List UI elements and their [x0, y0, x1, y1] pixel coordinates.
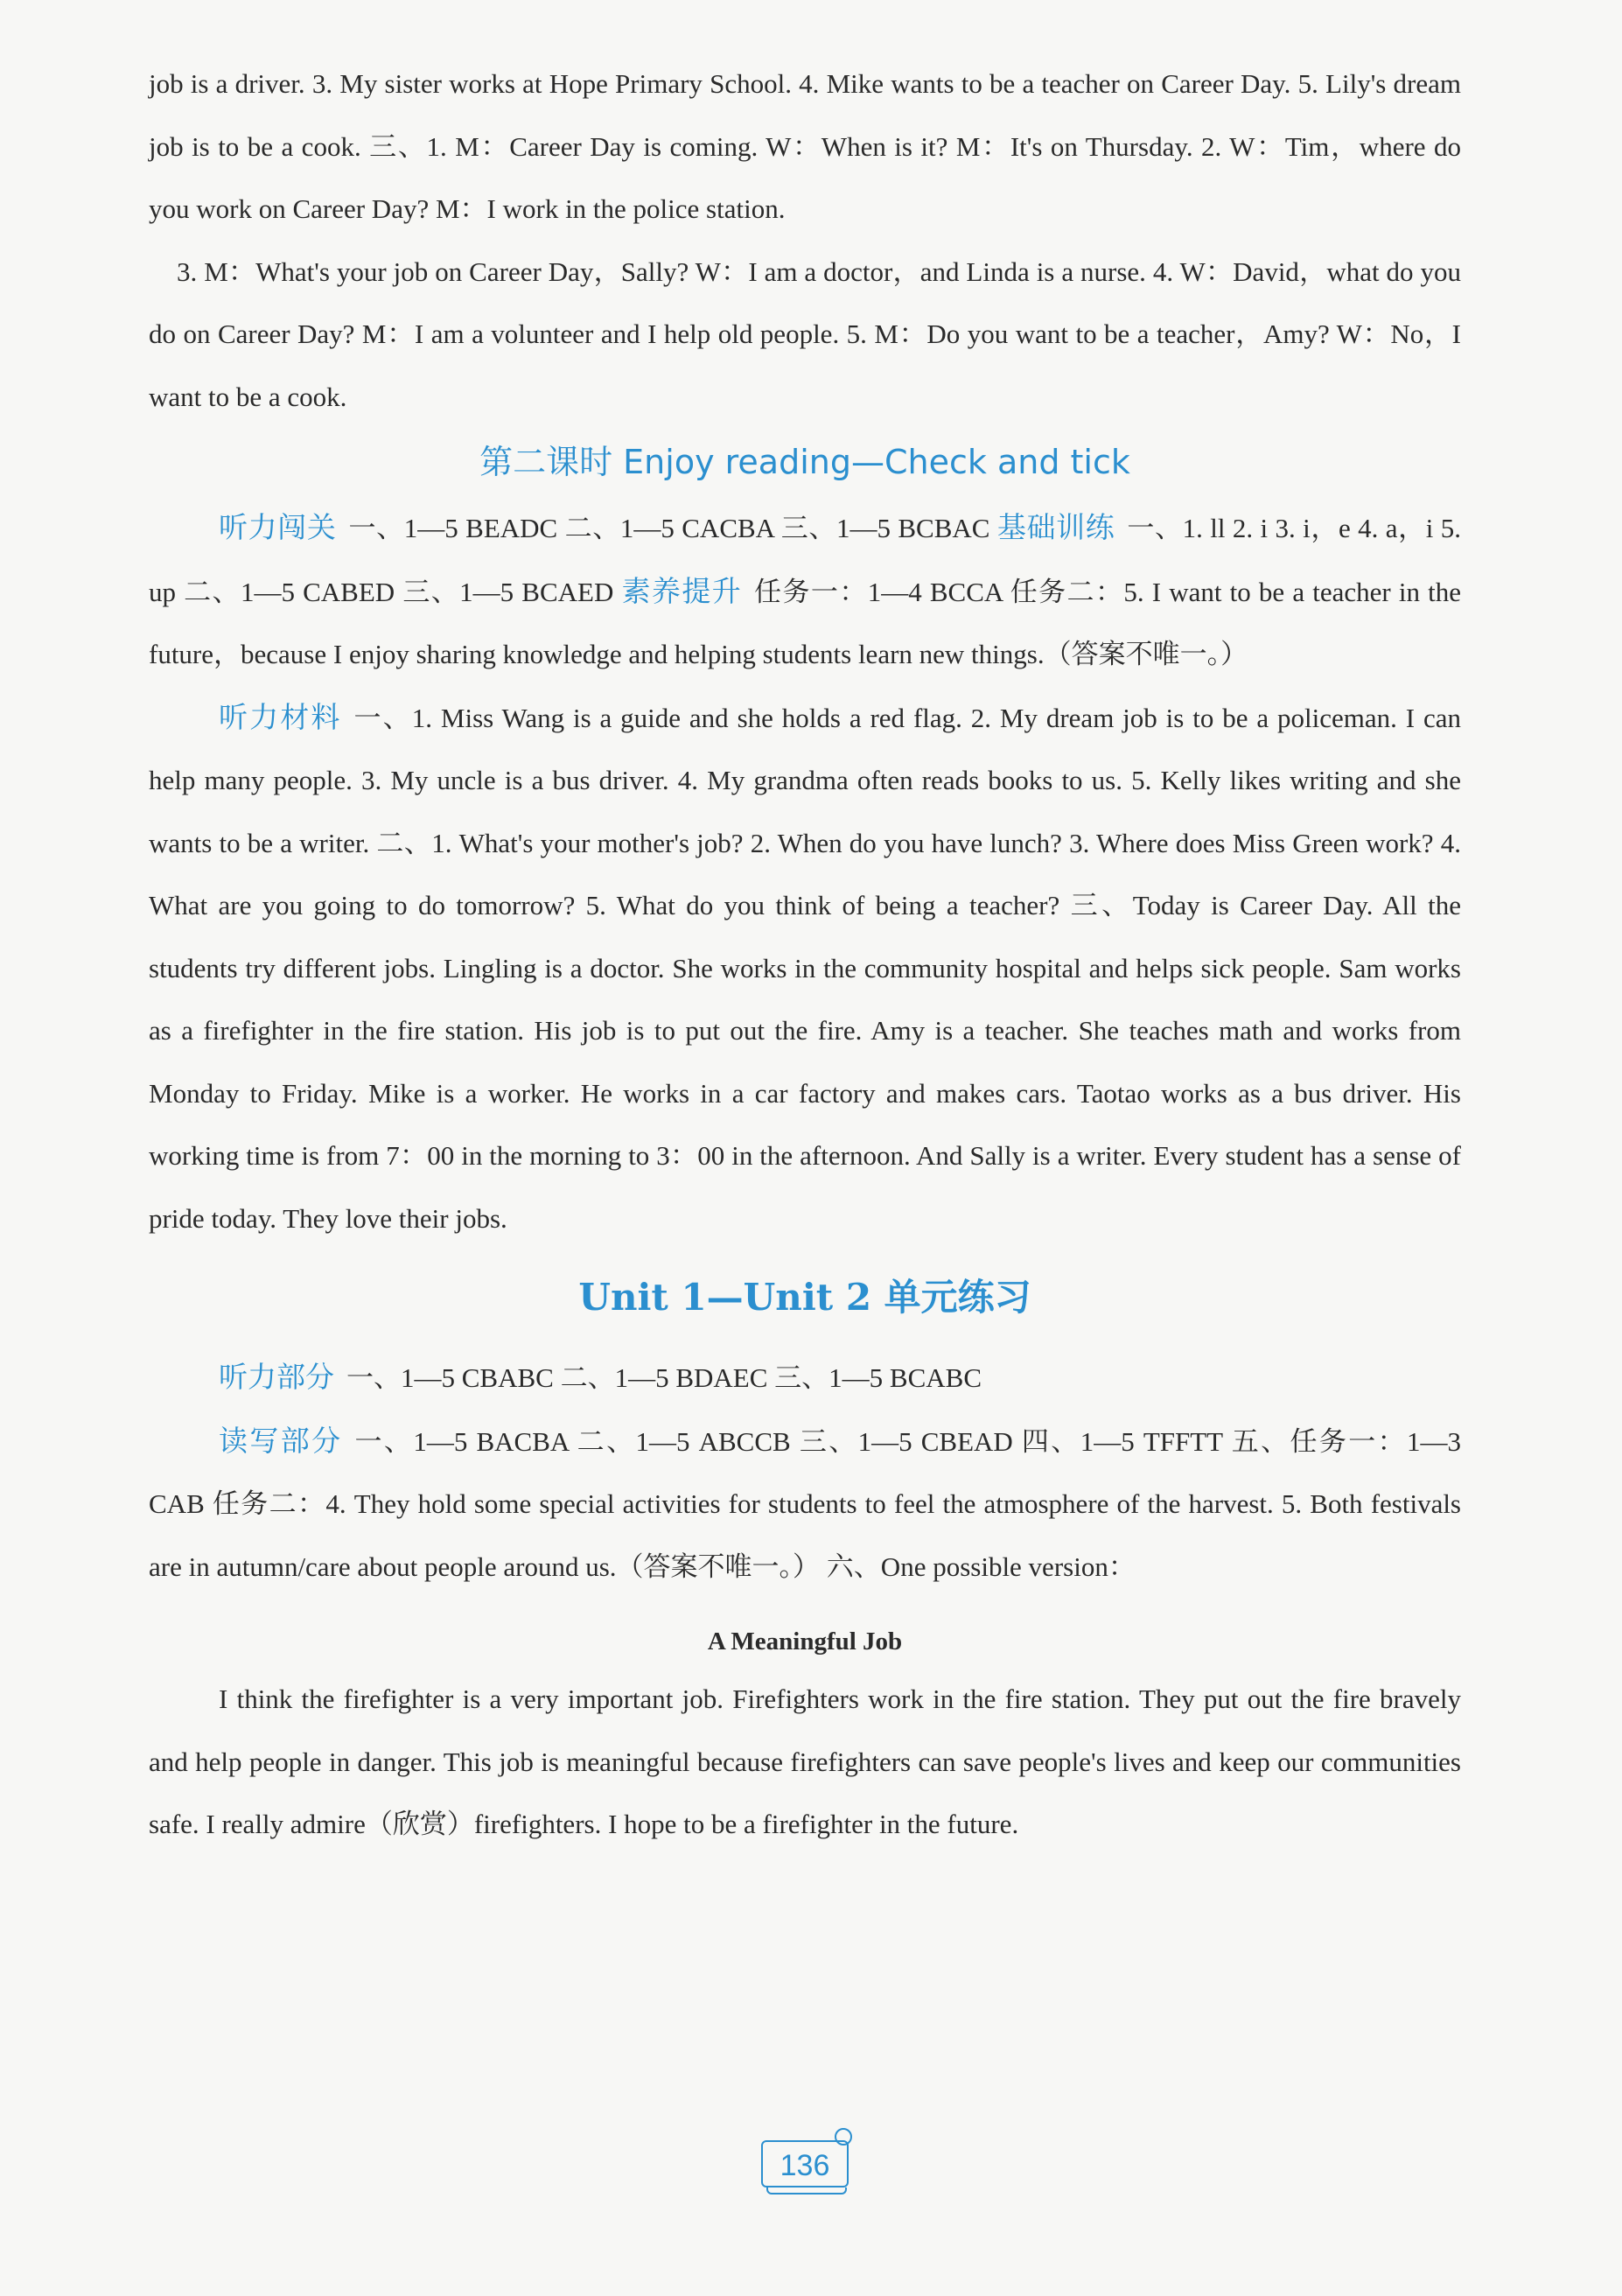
suyang-label: 素养提升: [621, 573, 743, 608]
essay-body: I think the firefighter is a very important job. Firefighters work in the fire station. They put out the fire bravely and help people in danger. This job is meaningful because firefighters can save people's lives and keep our communities safe. I really admire（欣赏）firefighters. I hope to be a firefighter in the future.: [149, 1684, 1461, 1839]
lesson2-answers: [149, 496, 1461, 686]
rw-label: 读写部分: [219, 1423, 343, 1458]
tingli-label: 听力闯关: [219, 510, 337, 544]
rw-text: 一、1—5 BACBA 二、1—5 ABCCB 三、1—5 CBEAD 四、1—5 TFFTT 五、任务一：1—3 CAB 任务二：4. They hold some special activities for students to feel the atmosphere of the harvest. 5. Both festivals are in autumn/care about people around us.（答案不唯一。） 六、One possible version：: [149, 1425, 1462, 1582]
answer-paragraph-1: job is a driver. 3. My sister works at Hope Primary School. 4. Mike wants to be a teacher on Career Day. 5. Lily's dream job is to be a cook. 三、1. M：Career Day is coming. W：When is it? M：It's on Thursday. 2. W：Tim，where do you work on Career Day? M：I work in the police station.: [149, 68, 1461, 224]
lesson2-heading: 第二课时 Enjoy reading—Check and tick: [479, 443, 1130, 481]
listening-section: [149, 1346, 1461, 1410]
jichu-text: 一、1. ll 2. i 3. i，e 4. a，i 5. up 二、1—5 CABED 三、1—5 BCAED: [149, 513, 1462, 607]
material-label: 听力材料: [219, 699, 342, 734]
answer-paragraph-2: 3. M：What's your job on Career Day，Sally? W：I am a doctor，and Linda is a nurse. 4. W：David，what do you do on Career Day? M：I am a volunteer and I help old people. 5. M：Do you want to be a teacher，Amy? W：No，I want to be a cook.: [149, 256, 1461, 412]
material-text: 一、1. Miss Wang is a guide and she holds a red flag. 2. My dream job is to be a policeman. I can help many people. 3. My uncle is a bus driver. 4. My grandma often reads books to us. 5. Kelly likes writing and she wants to be a writer. 二、1. What's your mother's job? 2. When do you have lunch? 3. Where does Miss Green work? 4. What are you going to do tomorrow? 5. What do you think of being a teacher? 三、Today is Career Day. All the students try different jobs. Lingling is a doctor. She works in the community hospital and helps sick people. Sam works as a firefighter in the fire station. His job is to put out the fire. Amy is a teacher. She teaches math and works from Monday to Friday. Mike is a worker. He works in a car factory and makes cars. Taotao works as a bus driver. His working time is from 7：00 in the morning to 3：00 in the afternoon. And Sally is a writer. Every student has a sense of pride today. They love their jobs.: [149, 702, 1461, 1234]
reading-writing-section: [149, 1410, 1461, 1599]
page-number-book-base-icon: [766, 2188, 847, 2194]
jichu-label: 基础训练: [996, 510, 1115, 544]
listening-text: 一、1—5 CBABC 二、1—5 BDAEC 三、1—5 BCABC: [346, 1362, 982, 1393]
page-number: 136: [761, 2140, 849, 2188]
suyang-text: 任务一：1—4 BCCA 任务二：5. I want to be a teacher in the future，because I enjoy sharing knowledge and helping students learn new things.（答案不唯一。）: [149, 576, 1461, 669]
tingli-text: 一、1—5 BEADC 二、1—5 CACBA 三、1—5 BCBAC: [348, 513, 990, 543]
listening-label: 听力部分: [219, 1360, 334, 1394]
listening-material: [149, 686, 1461, 1250]
answer-page: [149, 52, 1461, 1856]
essay-title: A Meaningful Job: [707, 1628, 903, 1656]
unit-practice-heading: Unit 1—Unit 2 单元练习: [578, 1276, 1031, 1319]
